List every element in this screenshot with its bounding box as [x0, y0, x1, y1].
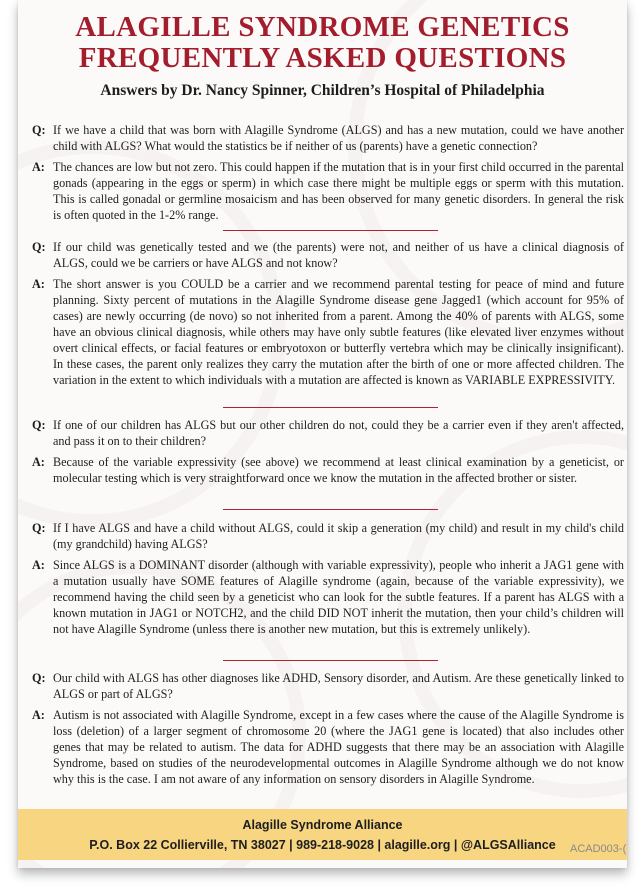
answer-label: A: — [32, 455, 45, 469]
faq-sheet — [18, 0, 627, 868]
answer-label: A: — [32, 277, 45, 291]
faq-item-5 — [32, 670, 624, 787]
question-row — [32, 122, 624, 154]
question-label: Q: — [32, 521, 46, 535]
footer-org-name: Alagille Syndrome Alliance — [242, 818, 403, 832]
document-code: ACAD003-( — [570, 843, 627, 855]
page-subtitle: Answers by Dr. Nancy Spinner, Children’s Hospital of Philadelphia — [100, 82, 545, 99]
answer-text: The chances are low but not zero. This could happen if the mutation that is in your first child occurred in the parental gonads (appearing in the eggs or sperm) in which case there might be multiple eggs or sperm with this mutation. This is called gonadal or germline mosaicism and has been observed for many genetic disorders. In general the risk is often quoted in the 1-2% range. — [53, 160, 624, 222]
question-label: Q: — [32, 123, 46, 137]
section-divider — [223, 407, 438, 408]
faq-item-4 — [32, 520, 624, 637]
footer-contact-line: P.O. Box 22 Collierville, TN 38027 | 989-218-9028 | alagille.org | @ALGSAlliance — [89, 838, 556, 852]
question-row — [32, 520, 624, 552]
answer-text: Since ALGS is a DOMINANT disorder (although with variable expressivity), people who inherit a JAG1 gene with a mutation usually have SOME features of Alagille syndrome (again, because of the variable expressivity), we recommend having the child seen by a geneticist who can look for the subtle features. If a parent has ALGS with a known mutation in JAG1 or NOTCH2, and the child DID NOT inherit the mutation, then your child’s children will not have Alagille Syndrome (unless there is another new mutation, but this is extremely unlikely). — [53, 558, 624, 636]
question-row — [32, 239, 624, 271]
page-title-line1: ALAGILLE SYNDROME GENETICS — [75, 11, 570, 43]
answer-row — [32, 454, 624, 486]
answer-text: Because of the variable expressivity (see above) we recommend at least clinical examination by a geneticist, or molecular testing which is very straightforward once we know the mutation in the affected brother or sister. — [53, 455, 624, 485]
answer-label: A: — [32, 160, 45, 174]
page-title — [18, 12, 627, 74]
section-divider — [223, 230, 438, 231]
question-text: Our child with ALGS has other diagnoses like ADHD, Sensory disorder, and Autism. Are these genetically linked to ALGS or part of ALGS? — [53, 671, 624, 701]
answer-text: Autism is not associated with Alagille Syndrome, except in a few cases where the cause of the Alagille Syndrome is loss (deletion) of a larger segment of chromosome 20 (where the JAG1 gene is located) that also includes other genes that may be related to autism. The data for ADHD suggests that there may be an association with Alagille Syndrome, based on studies of the neurodevelopmental outcomes in Alagille Syndrome although we do not know why this is the case. I am not aware of any information on sensory disorders in Alagille Syndrome. — [53, 708, 624, 786]
page-title-line2: FREQUENTLY ASKED QUESTIONS — [78, 42, 567, 74]
question-text: If we have a child that was born with Alagille Syndrome (ALGS) and has a new mutation, could we have another child with ALGS? What would the statistics be if neither of us (parents) have a genetic connection? — [53, 123, 624, 153]
question-label: Q: — [32, 418, 46, 432]
section-divider — [223, 509, 438, 510]
question-text: If our child was genetically tested and we (the parents) were not, and neither of us have a clinical diagnosis of ALGS, could we be carriers or have ALGS and not know? — [53, 240, 624, 270]
answer-label: A: — [32, 708, 45, 722]
question-label: Q: — [32, 671, 46, 685]
question-row — [32, 417, 624, 449]
faq-item-1 — [32, 122, 624, 223]
answer-text: The short answer is you COULD be a carrier and we recommend parental testing for peace of mind and future planning. Sixty percent of mutations in the Alagille Syndrome disease gene Jagged1 (which account for 95% of cases) are newly occurring (de novo) so not inherited from a parent. Among the 40% of parents with ALGS, some have an obvious clinical diagnosis, while others may have only subtle features (like elevated liver enzymes without overt clinical effects, or facial features or embryotoxon or butterfly vertebra which may be clinically insignificant). In these cases, the parent only realizes they carry the mutation after the birth of one or more affected children. The variation in the extent to which individuals with a mutation are affected is known as VARIABLE EXPRESSIVITY. — [53, 277, 624, 387]
section-divider — [223, 660, 438, 661]
answer-label: A: — [32, 558, 45, 572]
question-text: If one of our children has ALGS but our other children do not, could they be a carrier even if they aren't affected, and pass it on to their children? — [53, 418, 624, 448]
question-row — [32, 670, 624, 702]
question-text: If I have ALGS and have a child without ALGS, could it skip a generation (my child) and result in my child's child (my grandchild) having ALGS? — [53, 521, 624, 551]
answer-row — [32, 707, 624, 787]
faq-item-2 — [32, 239, 624, 388]
question-label: Q: — [32, 240, 46, 254]
answer-row — [32, 159, 624, 223]
answer-row — [32, 557, 624, 637]
answer-row — [32, 276, 624, 388]
footer-bar — [18, 809, 627, 860]
faq-item-3 — [32, 417, 624, 486]
